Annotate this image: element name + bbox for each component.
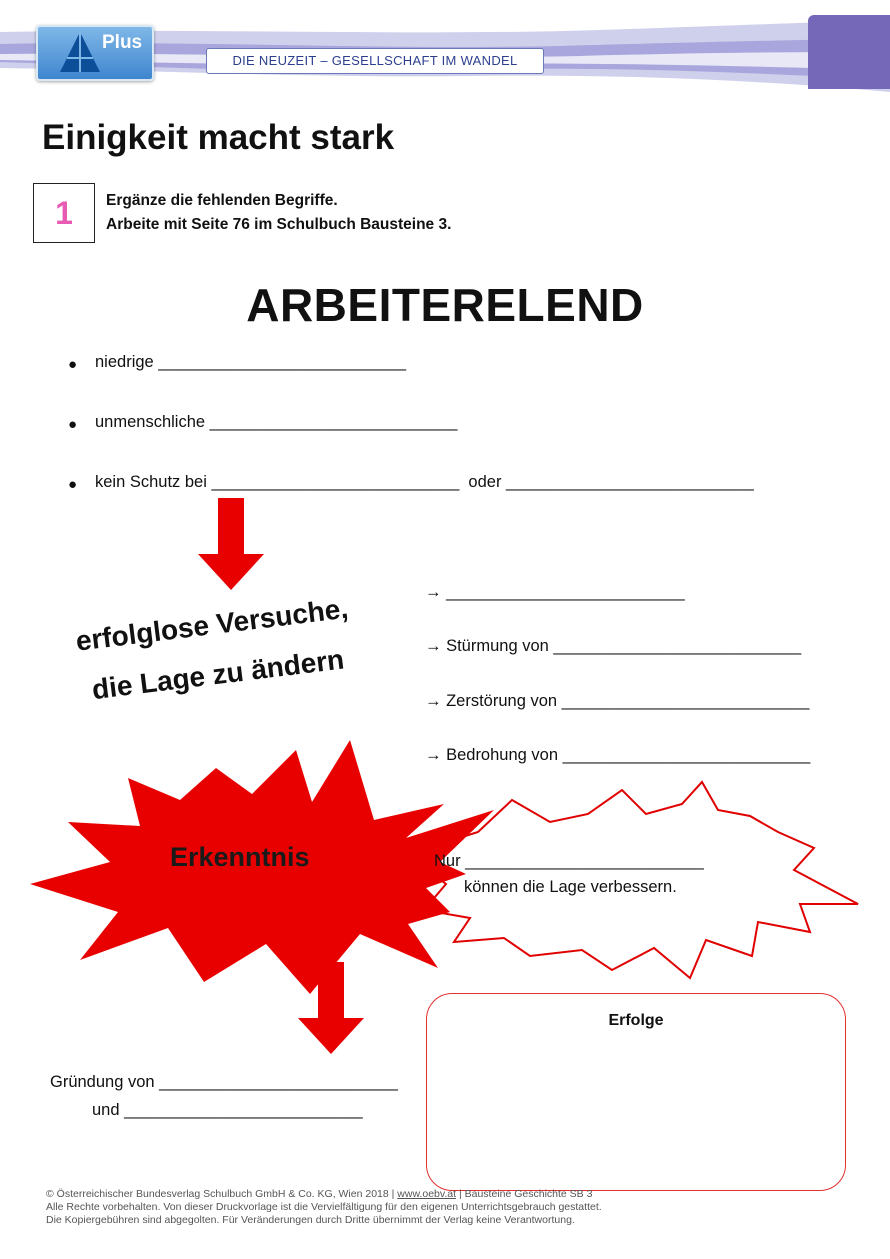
footer-copyright — [46, 1188, 592, 1200]
arrow-item: → Bedrohung von ___________________________ — [425, 746, 811, 764]
task-instruction-1: Ergänze die fehlenden Begriffe. — [106, 192, 338, 209]
footer-rights: Alle Rechte vorbehalten. Von dieser Druckvorlage ist die Vervielfältigung für den eigenen Unterrichtsgebrauch gestattet. — [46, 1201, 602, 1213]
burst-line-2: können die Lage verbessern. — [464, 878, 677, 896]
page-title: Einigkeit macht stark — [42, 118, 395, 157]
down-arrow-icon — [296, 962, 366, 1054]
bullet-icon: ● — [68, 356, 78, 373]
failed-attempts-line-1: erfolglose Versuche, — [74, 592, 350, 657]
gruendung-line-1: Gründung von __________________________ — [50, 1073, 398, 1091]
task-instruction-2: Arbeite mit Seite 76 im Schulbuch Bausteine 3. — [106, 216, 452, 233]
section-heading: ARBEITERELEND — [246, 279, 644, 331]
task-number: 1 — [33, 183, 95, 243]
erfolge-title: Erfolge — [608, 1012, 664, 1029]
arrow-item: → Stürmung von ___________________________ — [425, 637, 802, 655]
footer-text: | Bausteine Geschichte SB 3 — [456, 1188, 593, 1200]
failed-attempts-text — [45, 580, 385, 719]
bullet-icon: ● — [68, 416, 78, 433]
bullet-icon: ● — [68, 476, 78, 493]
erkenntnis-label: Erkenntnis — [170, 842, 310, 872]
publisher-link[interactable]: www.oebv.at — [397, 1188, 457, 1200]
bullet-item: kein Schutz bei ___________________________ oder ___________________________ — [95, 473, 754, 491]
bullet-item: unmenschliche ___________________________ — [95, 413, 458, 431]
publisher-logo — [36, 25, 154, 81]
bullet-item: niedrige ___________________________ — [95, 353, 407, 371]
burst-line-1: Nur __________________________ — [434, 852, 704, 870]
erfolge-box — [426, 993, 846, 1191]
triangle-logo-icon — [58, 30, 102, 74]
arrow-item: → __________________________ — [425, 583, 685, 601]
logo-text: Plus — [102, 32, 143, 53]
down-arrow-icon — [196, 498, 266, 590]
header-banner: DIE NEUZEIT – GESELLSCHAFT IM WANDEL — [206, 48, 544, 74]
footer-fees: Die Kopiergebühren sind abgegolten. Für Veränderungen durch Dritte übernimmt der Verlag keine Verantwortung. — [46, 1214, 575, 1226]
red-starburst-shape — [30, 738, 500, 1008]
arrow-item: → Zerstörung von ___________________________ — [425, 692, 810, 710]
gruendung-line-2: und __________________________ — [92, 1101, 363, 1119]
footer-text: © Österreichischer Bundesverlag Schulbuch GmbH & Co. KG, Wien 2018 | — [46, 1188, 398, 1200]
failed-attempts-line-2: die Lage zu ändern — [90, 643, 346, 706]
corner-tab — [808, 15, 890, 89]
